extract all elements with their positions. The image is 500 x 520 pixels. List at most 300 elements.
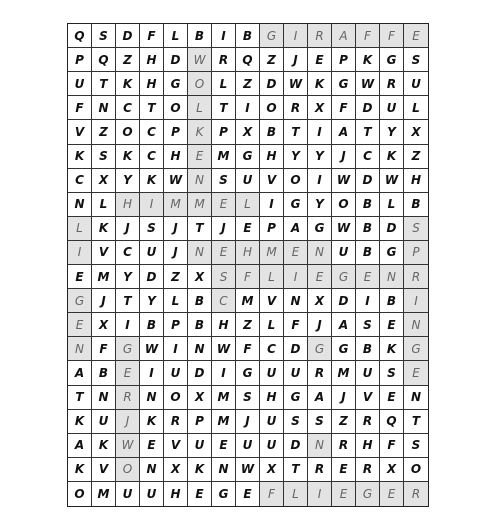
grid-cell[interactable]: O: [332, 193, 356, 217]
grid-cell[interactable]: G: [212, 482, 236, 506]
grid-cell[interactable]: G: [380, 48, 404, 72]
grid-cell[interactable]: C: [68, 169, 92, 193]
grid-cell[interactable]: W: [332, 217, 356, 241]
grid-cell[interactable]: I: [68, 241, 92, 265]
grid-cell[interactable]: L: [164, 24, 188, 48]
grid-cell[interactable]: M: [236, 289, 260, 313]
grid-cell[interactable]: A: [68, 434, 92, 458]
grid-cell[interactable]: N: [140, 458, 164, 482]
grid-cell[interactable]: B: [356, 217, 380, 241]
grid-cell[interactable]: H: [404, 169, 428, 193]
grid-cell[interactable]: A: [332, 24, 356, 48]
grid-cell[interactable]: I: [116, 313, 140, 337]
grid-cell[interactable]: S: [236, 386, 260, 410]
grid-cell[interactable]: R: [116, 386, 140, 410]
grid-cell[interactable]: E: [140, 434, 164, 458]
grid-cell[interactable]: M: [260, 241, 284, 265]
grid-cell[interactable]: B: [356, 241, 380, 265]
grid-cell[interactable]: C: [140, 145, 164, 169]
grid-cell[interactable]: Y: [380, 120, 404, 144]
grid-cell[interactable]: N: [188, 241, 212, 265]
grid-cell[interactable]: F: [332, 96, 356, 120]
grid-cell[interactable]: X: [380, 458, 404, 482]
grid-cell[interactable]: H: [164, 145, 188, 169]
grid-cell[interactable]: S: [140, 217, 164, 241]
grid-cell[interactable]: Q: [68, 24, 92, 48]
grid-cell[interactable]: L: [68, 217, 92, 241]
grid-cell[interactable]: W: [380, 169, 404, 193]
grid-cell[interactable]: F: [236, 337, 260, 361]
grid-cell[interactable]: C: [356, 145, 380, 169]
grid-cell[interactable]: B: [356, 193, 380, 217]
grid-cell[interactable]: Z: [236, 313, 260, 337]
grid-cell[interactable]: E: [212, 241, 236, 265]
grid-cell[interactable]: S: [404, 434, 428, 458]
grid-cell[interactable]: Q: [380, 410, 404, 434]
grid-cell[interactable]: K: [68, 458, 92, 482]
grid-cell[interactable]: O: [116, 120, 140, 144]
grid-cell[interactable]: A: [332, 313, 356, 337]
grid-cell[interactable]: U: [332, 241, 356, 265]
grid-cell[interactable]: E: [284, 241, 308, 265]
grid-cell[interactable]: D: [380, 217, 404, 241]
grid-cell[interactable]: U: [188, 434, 212, 458]
grid-cell[interactable]: G: [164, 72, 188, 96]
grid-cell[interactable]: X: [260, 458, 284, 482]
grid-cell[interactable]: R: [284, 96, 308, 120]
grid-cell[interactable]: R: [308, 458, 332, 482]
grid-cell[interactable]: O: [188, 72, 212, 96]
grid-cell[interactable]: N: [380, 265, 404, 289]
grid-cell[interactable]: T: [140, 96, 164, 120]
grid-cell[interactable]: R: [164, 410, 188, 434]
grid-cell[interactable]: U: [380, 96, 404, 120]
grid-cell[interactable]: I: [140, 193, 164, 217]
grid-cell[interactable]: P: [260, 217, 284, 241]
grid-cell[interactable]: M: [188, 193, 212, 217]
grid-cell[interactable]: Y: [284, 145, 308, 169]
grid-cell[interactable]: K: [188, 120, 212, 144]
grid-cell[interactable]: N: [188, 169, 212, 193]
grid-cell[interactable]: X: [164, 458, 188, 482]
grid-cell[interactable]: G: [284, 193, 308, 217]
grid-cell[interactable]: J: [332, 145, 356, 169]
grid-cell[interactable]: E: [188, 482, 212, 506]
grid-cell[interactable]: R: [332, 434, 356, 458]
grid-cell[interactable]: U: [356, 361, 380, 385]
grid-cell[interactable]: K: [68, 410, 92, 434]
grid-cell[interactable]: L: [164, 289, 188, 313]
grid-cell[interactable]: N: [68, 337, 92, 361]
grid-cell[interactable]: V: [164, 434, 188, 458]
grid-cell[interactable]: S: [212, 169, 236, 193]
grid-cell[interactable]: G: [260, 24, 284, 48]
grid-cell[interactable]: H: [116, 193, 140, 217]
grid-cell[interactable]: L: [284, 482, 308, 506]
grid-cell[interactable]: H: [236, 241, 260, 265]
grid-cell[interactable]: H: [140, 72, 164, 96]
grid-cell[interactable]: D: [284, 434, 308, 458]
grid-cell[interactable]: U: [284, 361, 308, 385]
grid-cell[interactable]: T: [284, 120, 308, 144]
grid-cell[interactable]: R: [356, 410, 380, 434]
grid-cell[interactable]: K: [140, 169, 164, 193]
grid-cell[interactable]: O: [260, 96, 284, 120]
grid-cell[interactable]: N: [92, 386, 116, 410]
grid-cell[interactable]: G: [404, 337, 428, 361]
grid-cell[interactable]: Q: [92, 48, 116, 72]
grid-cell[interactable]: H: [356, 434, 380, 458]
grid-cell[interactable]: L: [92, 193, 116, 217]
grid-cell[interactable]: N: [212, 458, 236, 482]
grid-cell[interactable]: I: [308, 120, 332, 144]
grid-cell[interactable]: S: [92, 145, 116, 169]
grid-cell[interactable]: E: [116, 361, 140, 385]
grid-cell[interactable]: I: [164, 337, 188, 361]
grid-cell[interactable]: E: [212, 434, 236, 458]
grid-cell[interactable]: J: [236, 410, 260, 434]
grid-cell[interactable]: U: [260, 410, 284, 434]
grid-cell[interactable]: E: [356, 265, 380, 289]
grid-cell[interactable]: I: [140, 361, 164, 385]
grid-cell[interactable]: E: [404, 361, 428, 385]
grid-cell[interactable]: G: [332, 337, 356, 361]
grid-cell[interactable]: H: [260, 386, 284, 410]
grid-cell[interactable]: E: [68, 265, 92, 289]
grid-cell[interactable]: E: [404, 24, 428, 48]
grid-cell[interactable]: O: [284, 169, 308, 193]
grid-cell[interactable]: K: [92, 434, 116, 458]
grid-cell[interactable]: M: [212, 386, 236, 410]
grid-cell[interactable]: V: [260, 169, 284, 193]
grid-cell[interactable]: B: [404, 193, 428, 217]
grid-cell[interactable]: R: [404, 482, 428, 506]
grid-cell[interactable]: L: [404, 96, 428, 120]
grid-cell[interactable]: F: [260, 482, 284, 506]
grid-cell[interactable]: R: [380, 72, 404, 96]
grid-cell[interactable]: M: [332, 361, 356, 385]
grid-cell[interactable]: B: [260, 120, 284, 144]
grid-cell[interactable]: W: [188, 48, 212, 72]
grid-cell[interactable]: K: [380, 337, 404, 361]
grid-cell[interactable]: U: [404, 72, 428, 96]
grid-cell[interactable]: F: [236, 265, 260, 289]
grid-cell[interactable]: E: [308, 48, 332, 72]
grid-cell[interactable]: T: [404, 410, 428, 434]
grid-cell[interactable]: X: [188, 265, 212, 289]
grid-cell[interactable]: C: [212, 289, 236, 313]
grid-cell[interactable]: B: [188, 313, 212, 337]
grid-cell[interactable]: S: [356, 313, 380, 337]
grid-cell[interactable]: U: [236, 169, 260, 193]
grid-cell[interactable]: S: [404, 48, 428, 72]
grid-cell[interactable]: D: [260, 72, 284, 96]
grid-cell[interactable]: P: [404, 241, 428, 265]
grid-cell[interactable]: T: [188, 217, 212, 241]
grid-cell[interactable]: P: [188, 410, 212, 434]
grid-cell[interactable]: I: [404, 289, 428, 313]
grid-cell[interactable]: D: [140, 265, 164, 289]
grid-cell[interactable]: N: [188, 337, 212, 361]
grid-cell[interactable]: D: [116, 24, 140, 48]
grid-cell[interactable]: F: [356, 24, 380, 48]
grid-cell[interactable]: B: [188, 24, 212, 48]
grid-cell[interactable]: K: [308, 72, 332, 96]
grid-cell[interactable]: K: [188, 458, 212, 482]
grid-cell[interactable]: E: [380, 386, 404, 410]
grid-cell[interactable]: E: [332, 482, 356, 506]
grid-cell[interactable]: C: [140, 120, 164, 144]
grid-cell[interactable]: S: [212, 265, 236, 289]
grid-cell[interactable]: D: [284, 337, 308, 361]
grid-cell[interactable]: M: [212, 145, 236, 169]
grid-cell[interactable]: G: [308, 337, 332, 361]
grid-cell[interactable]: T: [212, 96, 236, 120]
grid-cell[interactable]: V: [92, 241, 116, 265]
grid-cell[interactable]: E: [236, 217, 260, 241]
grid-cell[interactable]: M: [212, 410, 236, 434]
grid-cell[interactable]: W: [164, 169, 188, 193]
grid-cell[interactable]: N: [404, 386, 428, 410]
grid-cell[interactable]: S: [380, 361, 404, 385]
grid-cell[interactable]: G: [116, 337, 140, 361]
grid-cell[interactable]: L: [260, 313, 284, 337]
grid-cell[interactable]: P: [164, 313, 188, 337]
grid-cell[interactable]: N: [308, 241, 332, 265]
grid-cell[interactable]: I: [212, 361, 236, 385]
grid-cell[interactable]: L: [212, 72, 236, 96]
grid-cell[interactable]: K: [68, 145, 92, 169]
grid-cell[interactable]: S: [404, 217, 428, 241]
grid-cell[interactable]: E: [380, 313, 404, 337]
grid-cell[interactable]: U: [140, 241, 164, 265]
grid-cell[interactable]: X: [236, 120, 260, 144]
grid-cell[interactable]: I: [284, 265, 308, 289]
grid-cell[interactable]: H: [212, 313, 236, 337]
grid-cell[interactable]: V: [92, 458, 116, 482]
grid-cell[interactable]: L: [260, 265, 284, 289]
grid-cell[interactable]: U: [260, 434, 284, 458]
grid-cell[interactable]: I: [356, 289, 380, 313]
grid-cell[interactable]: H: [164, 482, 188, 506]
grid-cell[interactable]: K: [380, 145, 404, 169]
grid-cell[interactable]: O: [164, 96, 188, 120]
grid-cell[interactable]: U: [164, 361, 188, 385]
grid-cell[interactable]: B: [236, 24, 260, 48]
grid-cell[interactable]: W: [212, 337, 236, 361]
grid-cell[interactable]: I: [308, 482, 332, 506]
grid-cell[interactable]: A: [332, 120, 356, 144]
grid-cell[interactable]: A: [68, 361, 92, 385]
grid-cell[interactable]: D: [164, 48, 188, 72]
grid-cell[interactable]: S: [92, 24, 116, 48]
grid-cell[interactable]: X: [92, 169, 116, 193]
grid-cell[interactable]: U: [92, 410, 116, 434]
grid-cell[interactable]: P: [332, 48, 356, 72]
grid-cell[interactable]: M: [92, 265, 116, 289]
grid-cell[interactable]: Z: [332, 410, 356, 434]
grid-cell[interactable]: R: [404, 265, 428, 289]
grid-cell[interactable]: T: [356, 120, 380, 144]
grid-cell[interactable]: O: [164, 386, 188, 410]
grid-cell[interactable]: M: [164, 193, 188, 217]
grid-cell[interactable]: G: [236, 145, 260, 169]
grid-cell[interactable]: F: [68, 96, 92, 120]
grid-cell[interactable]: Y: [116, 265, 140, 289]
grid-cell[interactable]: L: [188, 96, 212, 120]
grid-cell[interactable]: U: [116, 482, 140, 506]
grid-cell[interactable]: N: [404, 313, 428, 337]
grid-cell[interactable]: P: [164, 120, 188, 144]
grid-cell[interactable]: N: [68, 193, 92, 217]
grid-cell[interactable]: F: [380, 434, 404, 458]
grid-cell[interactable]: U: [68, 72, 92, 96]
grid-cell[interactable]: U: [260, 361, 284, 385]
grid-cell[interactable]: R: [356, 458, 380, 482]
grid-cell[interactable]: B: [380, 289, 404, 313]
grid-cell[interactable]: B: [92, 361, 116, 385]
grid-cell[interactable]: V: [260, 289, 284, 313]
grid-cell[interactable]: O: [404, 458, 428, 482]
grid-cell[interactable]: X: [308, 96, 332, 120]
grid-cell[interactable]: T: [68, 386, 92, 410]
grid-cell[interactable]: E: [68, 313, 92, 337]
grid-cell[interactable]: I: [260, 193, 284, 217]
grid-cell[interactable]: B: [188, 289, 212, 313]
grid-cell[interactable]: G: [308, 217, 332, 241]
grid-cell[interactable]: D: [188, 361, 212, 385]
grid-cell[interactable]: N: [92, 96, 116, 120]
grid-cell[interactable]: W: [236, 458, 260, 482]
grid-cell[interactable]: J: [212, 217, 236, 241]
grid-cell[interactable]: W: [284, 72, 308, 96]
grid-cell[interactable]: C: [260, 337, 284, 361]
grid-cell[interactable]: K: [116, 72, 140, 96]
grid-cell[interactable]: R: [308, 24, 332, 48]
grid-cell[interactable]: N: [284, 289, 308, 313]
grid-cell[interactable]: A: [284, 217, 308, 241]
grid-cell[interactable]: T: [116, 289, 140, 313]
grid-cell[interactable]: S: [308, 410, 332, 434]
grid-cell[interactable]: Z: [164, 265, 188, 289]
grid-cell[interactable]: N: [308, 434, 332, 458]
grid-cell[interactable]: B: [356, 337, 380, 361]
grid-cell[interactable]: K: [116, 145, 140, 169]
grid-cell[interactable]: J: [164, 241, 188, 265]
grid-cell[interactable]: W: [356, 72, 380, 96]
grid-cell[interactable]: X: [188, 386, 212, 410]
grid-cell[interactable]: G: [284, 386, 308, 410]
grid-cell[interactable]: T: [92, 72, 116, 96]
grid-cell[interactable]: J: [116, 410, 140, 434]
grid-cell[interactable]: G: [236, 361, 260, 385]
grid-cell[interactable]: V: [356, 386, 380, 410]
grid-cell[interactable]: Q: [236, 48, 260, 72]
grid-cell[interactable]: X: [308, 289, 332, 313]
grid-cell[interactable]: S: [284, 410, 308, 434]
grid-cell[interactable]: E: [188, 145, 212, 169]
grid-cell[interactable]: T: [284, 458, 308, 482]
grid-cell[interactable]: A: [308, 386, 332, 410]
grid-cell[interactable]: Z: [116, 48, 140, 72]
grid-cell[interactable]: O: [68, 482, 92, 506]
grid-cell[interactable]: U: [236, 434, 260, 458]
grid-cell[interactable]: J: [332, 386, 356, 410]
grid-cell[interactable]: F: [92, 337, 116, 361]
grid-cell[interactable]: Z: [92, 120, 116, 144]
grid-cell[interactable]: F: [380, 24, 404, 48]
grid-cell[interactable]: E: [212, 193, 236, 217]
grid-cell[interactable]: X: [404, 120, 428, 144]
grid-cell[interactable]: K: [92, 217, 116, 241]
grid-cell[interactable]: I: [236, 96, 260, 120]
grid-cell[interactable]: E: [308, 265, 332, 289]
grid-cell[interactable]: W: [140, 337, 164, 361]
grid-cell[interactable]: E: [236, 482, 260, 506]
grid-cell[interactable]: V: [68, 120, 92, 144]
grid-cell[interactable]: W: [332, 169, 356, 193]
grid-cell[interactable]: R: [212, 48, 236, 72]
grid-cell[interactable]: D: [332, 289, 356, 313]
grid-cell[interactable]: Z: [404, 145, 428, 169]
grid-cell[interactable]: B: [140, 313, 164, 337]
grid-cell[interactable]: I: [212, 24, 236, 48]
grid-cell[interactable]: Y: [308, 193, 332, 217]
grid-cell[interactable]: Z: [236, 72, 260, 96]
grid-cell[interactable]: W: [116, 434, 140, 458]
grid-cell[interactable]: I: [308, 169, 332, 193]
grid-cell[interactable]: R: [308, 361, 332, 385]
grid-cell[interactable]: Y: [140, 289, 164, 313]
grid-cell[interactable]: K: [140, 410, 164, 434]
grid-cell[interactable]: Y: [308, 145, 332, 169]
grid-cell[interactable]: C: [116, 96, 140, 120]
grid-cell[interactable]: J: [284, 48, 308, 72]
grid-cell[interactable]: I: [284, 24, 308, 48]
grid-cell[interactable]: J: [164, 217, 188, 241]
grid-cell[interactable]: G: [68, 289, 92, 313]
grid-cell[interactable]: D: [356, 96, 380, 120]
grid-cell[interactable]: J: [308, 313, 332, 337]
grid-cell[interactable]: Z: [260, 48, 284, 72]
grid-cell[interactable]: Y: [116, 169, 140, 193]
grid-cell[interactable]: X: [92, 313, 116, 337]
grid-cell[interactable]: G: [356, 482, 380, 506]
grid-cell[interactable]: H: [260, 145, 284, 169]
grid-cell[interactable]: F: [284, 313, 308, 337]
grid-cell[interactable]: N: [140, 386, 164, 410]
grid-cell[interactable]: E: [332, 458, 356, 482]
grid-cell[interactable]: G: [380, 241, 404, 265]
grid-cell[interactable]: H: [140, 48, 164, 72]
grid-cell[interactable]: U: [140, 482, 164, 506]
grid-cell[interactable]: O: [116, 458, 140, 482]
grid-cell[interactable]: D: [356, 169, 380, 193]
grid-cell[interactable]: F: [140, 24, 164, 48]
grid-cell[interactable]: P: [212, 120, 236, 144]
grid-cell[interactable]: G: [332, 72, 356, 96]
grid-cell[interactable]: C: [116, 241, 140, 265]
grid-cell[interactable]: J: [92, 289, 116, 313]
grid-cell[interactable]: E: [380, 482, 404, 506]
grid-cell[interactable]: J: [116, 217, 140, 241]
grid-cell[interactable]: G: [332, 265, 356, 289]
grid-cell[interactable]: K: [356, 48, 380, 72]
grid-cell[interactable]: M: [92, 482, 116, 506]
grid-cell[interactable]: L: [236, 193, 260, 217]
grid-cell[interactable]: L: [380, 193, 404, 217]
grid-cell[interactable]: P: [68, 48, 92, 72]
